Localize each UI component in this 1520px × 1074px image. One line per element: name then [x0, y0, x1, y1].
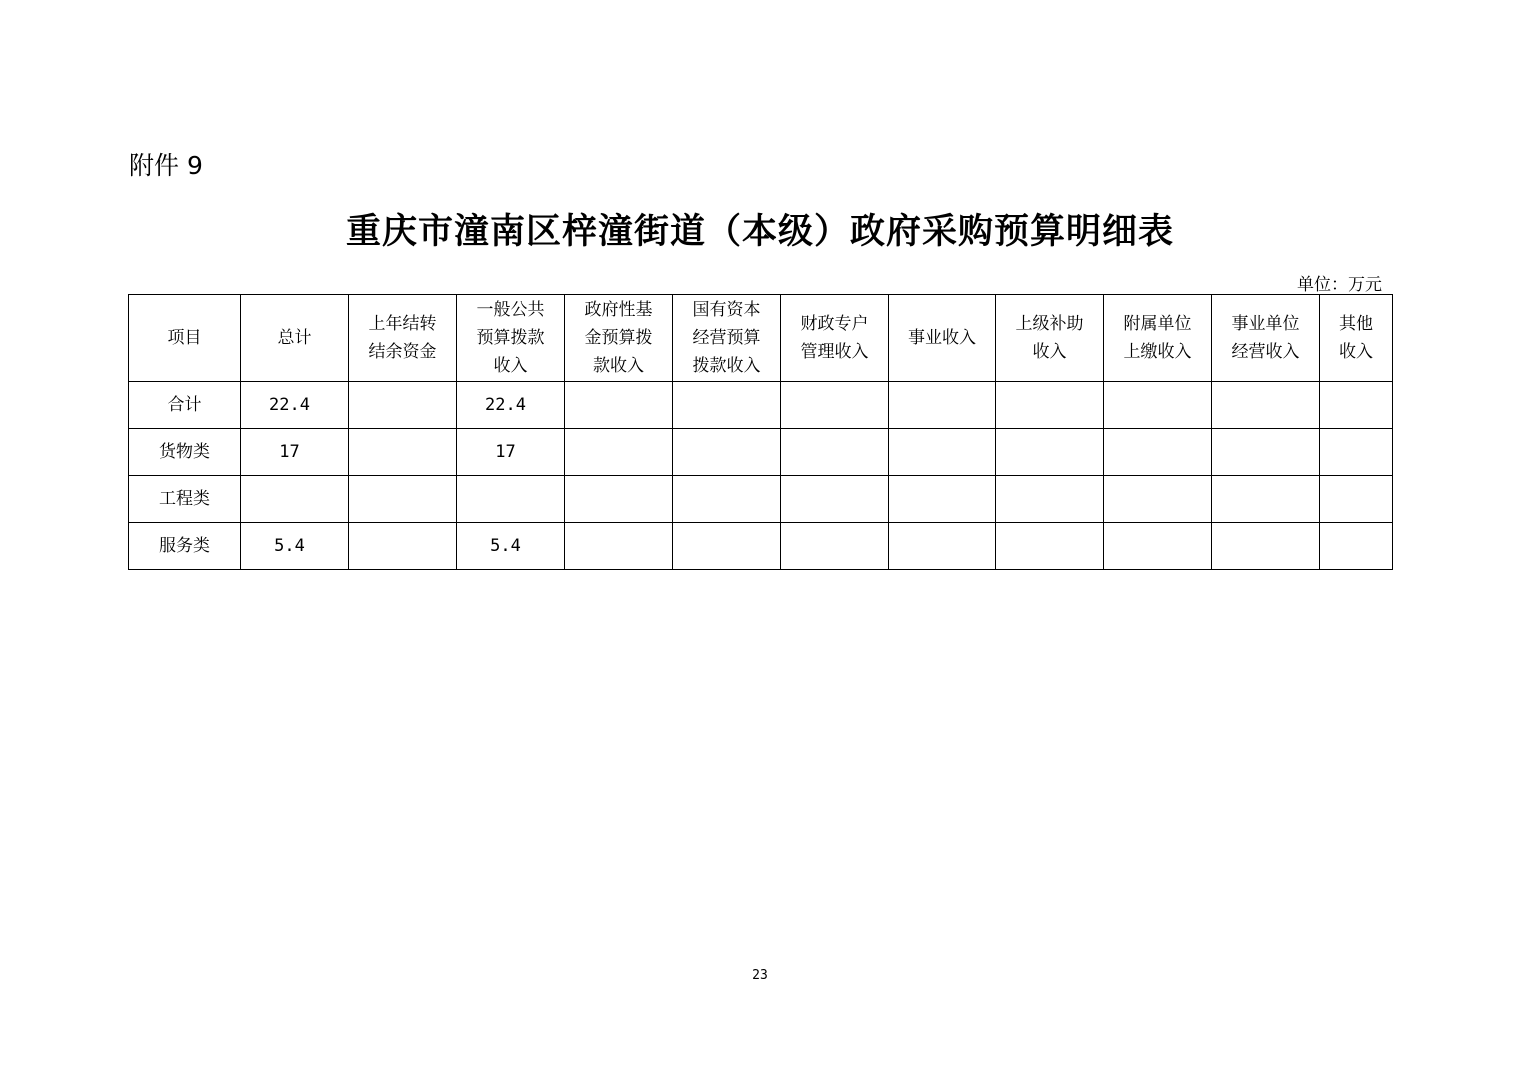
cell [889, 429, 996, 476]
cell [673, 523, 781, 570]
header-item: 项目 [129, 295, 241, 382]
cell [996, 382, 1104, 429]
cell-total [241, 476, 349, 523]
cell [349, 476, 457, 523]
cell [565, 382, 673, 429]
table-row [129, 429, 1393, 476]
cell-total: 5.4 [241, 523, 349, 570]
row-label: 工程类 [129, 476, 241, 523]
cell [565, 429, 673, 476]
procurement-budget-table [128, 294, 1393, 570]
cell [1212, 476, 1320, 523]
cell [673, 476, 781, 523]
cell-general-budget: 17 [457, 429, 565, 476]
cell-general-budget: 22.4 [457, 382, 565, 429]
cell [781, 476, 889, 523]
cell [1320, 429, 1393, 476]
cell [349, 382, 457, 429]
cell [781, 429, 889, 476]
header-total: 总计 [241, 295, 349, 382]
header-operating-income: 事业单位 经营收入 [1212, 295, 1320, 382]
page-number: 23 [752, 968, 768, 983]
page-title: 重庆市潼南区梓潼街道（本级）政府采购预算明细表 [345, 211, 1174, 252]
cell [996, 476, 1104, 523]
cell-general-budget: 5.4 [457, 523, 565, 570]
table-header-row [129, 295, 1393, 382]
header-other-income: 其他 收入 [1320, 295, 1393, 382]
row-label: 货物类 [129, 429, 241, 476]
header-carryover: 上年结转 结余资金 [349, 295, 457, 382]
cell [996, 429, 1104, 476]
row-label: 合计 [129, 382, 241, 429]
table-row [129, 382, 1393, 429]
cell [889, 476, 996, 523]
cell [1104, 382, 1212, 429]
cell [889, 382, 996, 429]
cell [889, 523, 996, 570]
header-state-capital: 国有资本 经营预算 拨款收入 [673, 295, 781, 382]
cell [349, 429, 457, 476]
header-business-income: 事业收入 [889, 295, 996, 382]
cell [565, 523, 673, 570]
header-affiliated-units: 附属单位 上缴收入 [1104, 295, 1212, 382]
cell-total: 22.4 [241, 382, 349, 429]
cell-total: 17 [241, 429, 349, 476]
header-special-account: 财政专户 管理收入 [781, 295, 889, 382]
cell [1320, 476, 1393, 523]
cell [673, 429, 781, 476]
cell [1104, 523, 1212, 570]
cell [1212, 429, 1320, 476]
cell [781, 523, 889, 570]
cell [781, 382, 889, 429]
cell [673, 382, 781, 429]
cell [1320, 382, 1393, 429]
cell [1104, 429, 1212, 476]
unit-label: 单位：万元 [1297, 275, 1382, 295]
cell [1320, 523, 1393, 570]
cell [349, 523, 457, 570]
cell [1212, 523, 1320, 570]
cell [1212, 382, 1320, 429]
row-label: 服务类 [129, 523, 241, 570]
header-fund-budget: 政府性基 金预算拨 款收入 [565, 295, 673, 382]
cell [565, 476, 673, 523]
cell [1104, 476, 1212, 523]
table-row [129, 523, 1393, 570]
header-general-budget: 一般公共 预算拨款 收入 [457, 295, 565, 382]
attachment-label: 附件 9 [129, 151, 203, 180]
cell [996, 523, 1104, 570]
header-superior-subsidy: 上级补助 收入 [996, 295, 1104, 382]
table-row [129, 476, 1393, 523]
cell-general-budget [457, 476, 565, 523]
